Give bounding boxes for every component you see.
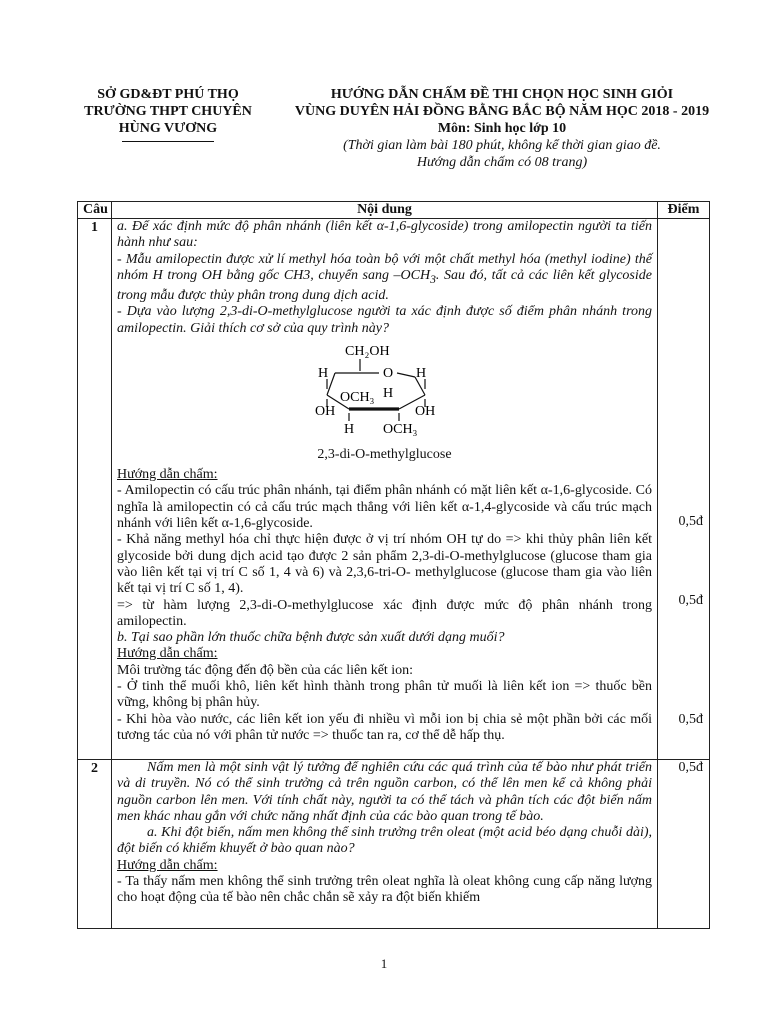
score-4: 0,5đ — [678, 760, 703, 775]
score-1: 0,5đ — [678, 514, 703, 529]
q1-answer-b0: Môi trường tác động đến độ bền của các liên kết ion: — [117, 662, 414, 678]
question-content-2 — [112, 760, 658, 929]
question-number-1: 1 — [78, 219, 112, 760]
label-h-right: H — [416, 365, 427, 381]
issuer-block — [62, 86, 274, 142]
q1-part-b-question: b. Tại sao phần lớn thuốc chữa bệnh được sản xuất dưới dạng muối? — [117, 630, 505, 646]
table-header-row — [78, 202, 710, 219]
q2-guide-label: Hướng dẫn chấm: — [117, 857, 218, 873]
issuer-underline — [122, 141, 214, 142]
score-cell-2 — [658, 760, 710, 929]
time-note: (Thời gian làm bài 180 phút, không kể thời gian giao đề. — [343, 138, 661, 153]
issuer-line-2: TRƯỜNG THPT CHUYÊN — [84, 104, 252, 119]
question-number-2: 2 — [78, 760, 112, 929]
label-ch2oh: CH₂OH — [345, 343, 390, 359]
label-h-inner: H — [383, 385, 394, 401]
pages-note: Hướng dẫn chấm có 08 trang) — [416, 155, 588, 170]
header-question: Câu — [78, 202, 112, 219]
grading-table — [77, 201, 710, 929]
label-h-bottom: H — [344, 421, 355, 437]
q1-part-a-question: a. Để xác định mức độ phân nhánh (liên kết α-1,6-glycoside) trong amilopectin người ta tiến hành như sau: — [117, 219, 652, 251]
table-row-q2 — [78, 760, 710, 929]
q1-answer-a1: - Amilopectin có cấu trúc phân nhánh, tại điểm phân nhánh có mặt liên kết α-1,6-glycoside. Có nghĩa là amilopectin có cả cấu trúc mạch thẳng với liên kết α-1,4-glycoside và cấu trúc mạch nhánh với liên kết α-1,6-glycoside. — [117, 483, 652, 532]
q1-answer-b1: - Ở tinh thể muối khô, liên kết hình thành trong phân tử muối là liên kết ion => thuốc bền vững, không bị phân hủy. — [117, 679, 652, 711]
bond-o-right — [397, 373, 415, 377]
header-score: Điểm — [658, 202, 710, 219]
header-content: Nội dung — [112, 202, 658, 219]
score-cell-1 — [658, 219, 710, 775]
glucose-ring-diagram — [117, 337, 665, 447]
title-line-1: HƯỚNG DẪN CHẤM ĐỀ THI CHỌN HỌC SINH GIỎI — [330, 87, 674, 102]
q1-answer-a2: - Khả năng methyl hóa chỉ thực hiện được ở vị trí nhóm OH tự do => khi thủy phân liên kết glycoside bởi dung dịch acid tạo được 2 sản phẩm 2,3-di-O-methylglucose (glucose tham gia vào liên kết tại vị trí C số 1, 4 và 6) và 2,3,6-tri-O- methylglucose (glucose tham gia vào liên kết tại vị trí C số 1, 4). — [117, 532, 652, 597]
structure-caption: 2,3-di-O-methylglucose — [317, 446, 452, 462]
q1-answer-b2: - Khi hòa vào nước, các liên kết ion yếu đi nhiều vì mỗi ion bị chia sẻ một phần bởi các mối tương tác của nó với phân tử nước => thuốc tan ra, cơ thể dễ hấp thụ. — [117, 711, 652, 743]
table-row-q1 — [78, 219, 710, 760]
question-content-1 — [112, 219, 658, 760]
page-number: 1 — [380, 956, 388, 971]
label-h-left: H — [318, 365, 329, 381]
bond-left-top — [327, 373, 335, 395]
q1-guide-label-b: Hướng dẫn chấm: — [117, 646, 218, 662]
label-och3-top: OCH₃ — [340, 389, 375, 405]
q1-step-2: - Dựa vào lượng 2,3-di-O-methylglucose người ta xác định được số điểm phân nhánh trong amilopectin. Giải thích cơ sở của quy trình này? — [117, 304, 652, 336]
title-line-2: VÙNG DUYÊN HẢI ĐỒNG BẰNG BẮC BỘ NĂM HỌC 2018 - 2019 — [294, 104, 710, 119]
issuer-line-1: SỞ GD&ĐT PHÚ THỌ — [97, 87, 239, 102]
q2-part-a-question: a. Khi đột biến, nấm men không thể sinh trưởng trên oleat (một acid béo dạng chuỗi dài), đột biến có khiếm khuyết ở bào quan nào? — [117, 825, 652, 857]
subject-line: Môn: Sinh học lớp 10 — [437, 121, 567, 136]
label-oh-right: OH — [415, 403, 436, 419]
label-och3-bottom: OCH₃ — [383, 421, 418, 437]
q1-step-1: - Mẫu amilopectin được xử lí methyl hóa toàn bộ với một chất methyl hóa (methyl iodine) thế nhóm H trong OH bằng gốc CH3, chuyển sang $-OCH_3$. Sau đó, tất cả các liên kết glycoside trong mẫu được thủy phân trong dung dịch acid. — [117, 251, 652, 303]
q1-guide-label: Hướng dẫn chấm: — [117, 467, 218, 483]
document-title-block — [272, 86, 732, 171]
issuer-line-3: HÙNG VƯƠNG — [118, 121, 218, 136]
methylglucose-structure — [117, 337, 652, 447]
score-2: 0,5đ — [678, 593, 703, 608]
label-ring-o: O — [383, 365, 394, 381]
score-3: 0,5đ — [678, 712, 703, 727]
q1-answer-a3: => từ hàm lượng 2,3-di-O-methylglucose xác định được mức độ phân nhánh trong amilopectin. — [117, 597, 652, 629]
label-oh-left: OH — [315, 403, 336, 419]
q2-answer-1: - Ta thấy nấm men không thể sinh trưởng trên oleat nghĩa là oleat không cung cấp năng lượng cho hoạt động của tế bào nên chắc chắn sẽ xảy ra đột biến khiếm — [117, 874, 652, 906]
q2-intro: Nấm men là một sinh vật lý tưởng để nghiên cứu các quá trình của tế bào như phát triển và di truyền. Nó có thể sinh trưởng cả trên nguồn carbon, có thể lên men kể cả không phải nguồn carbon lên men. Với tính chất này, người ta có thể tách và phân tích các đột biến nấm men khác nhau gắn với chức năng nhất định của các bào quan trong tế bào. — [117, 760, 652, 824]
